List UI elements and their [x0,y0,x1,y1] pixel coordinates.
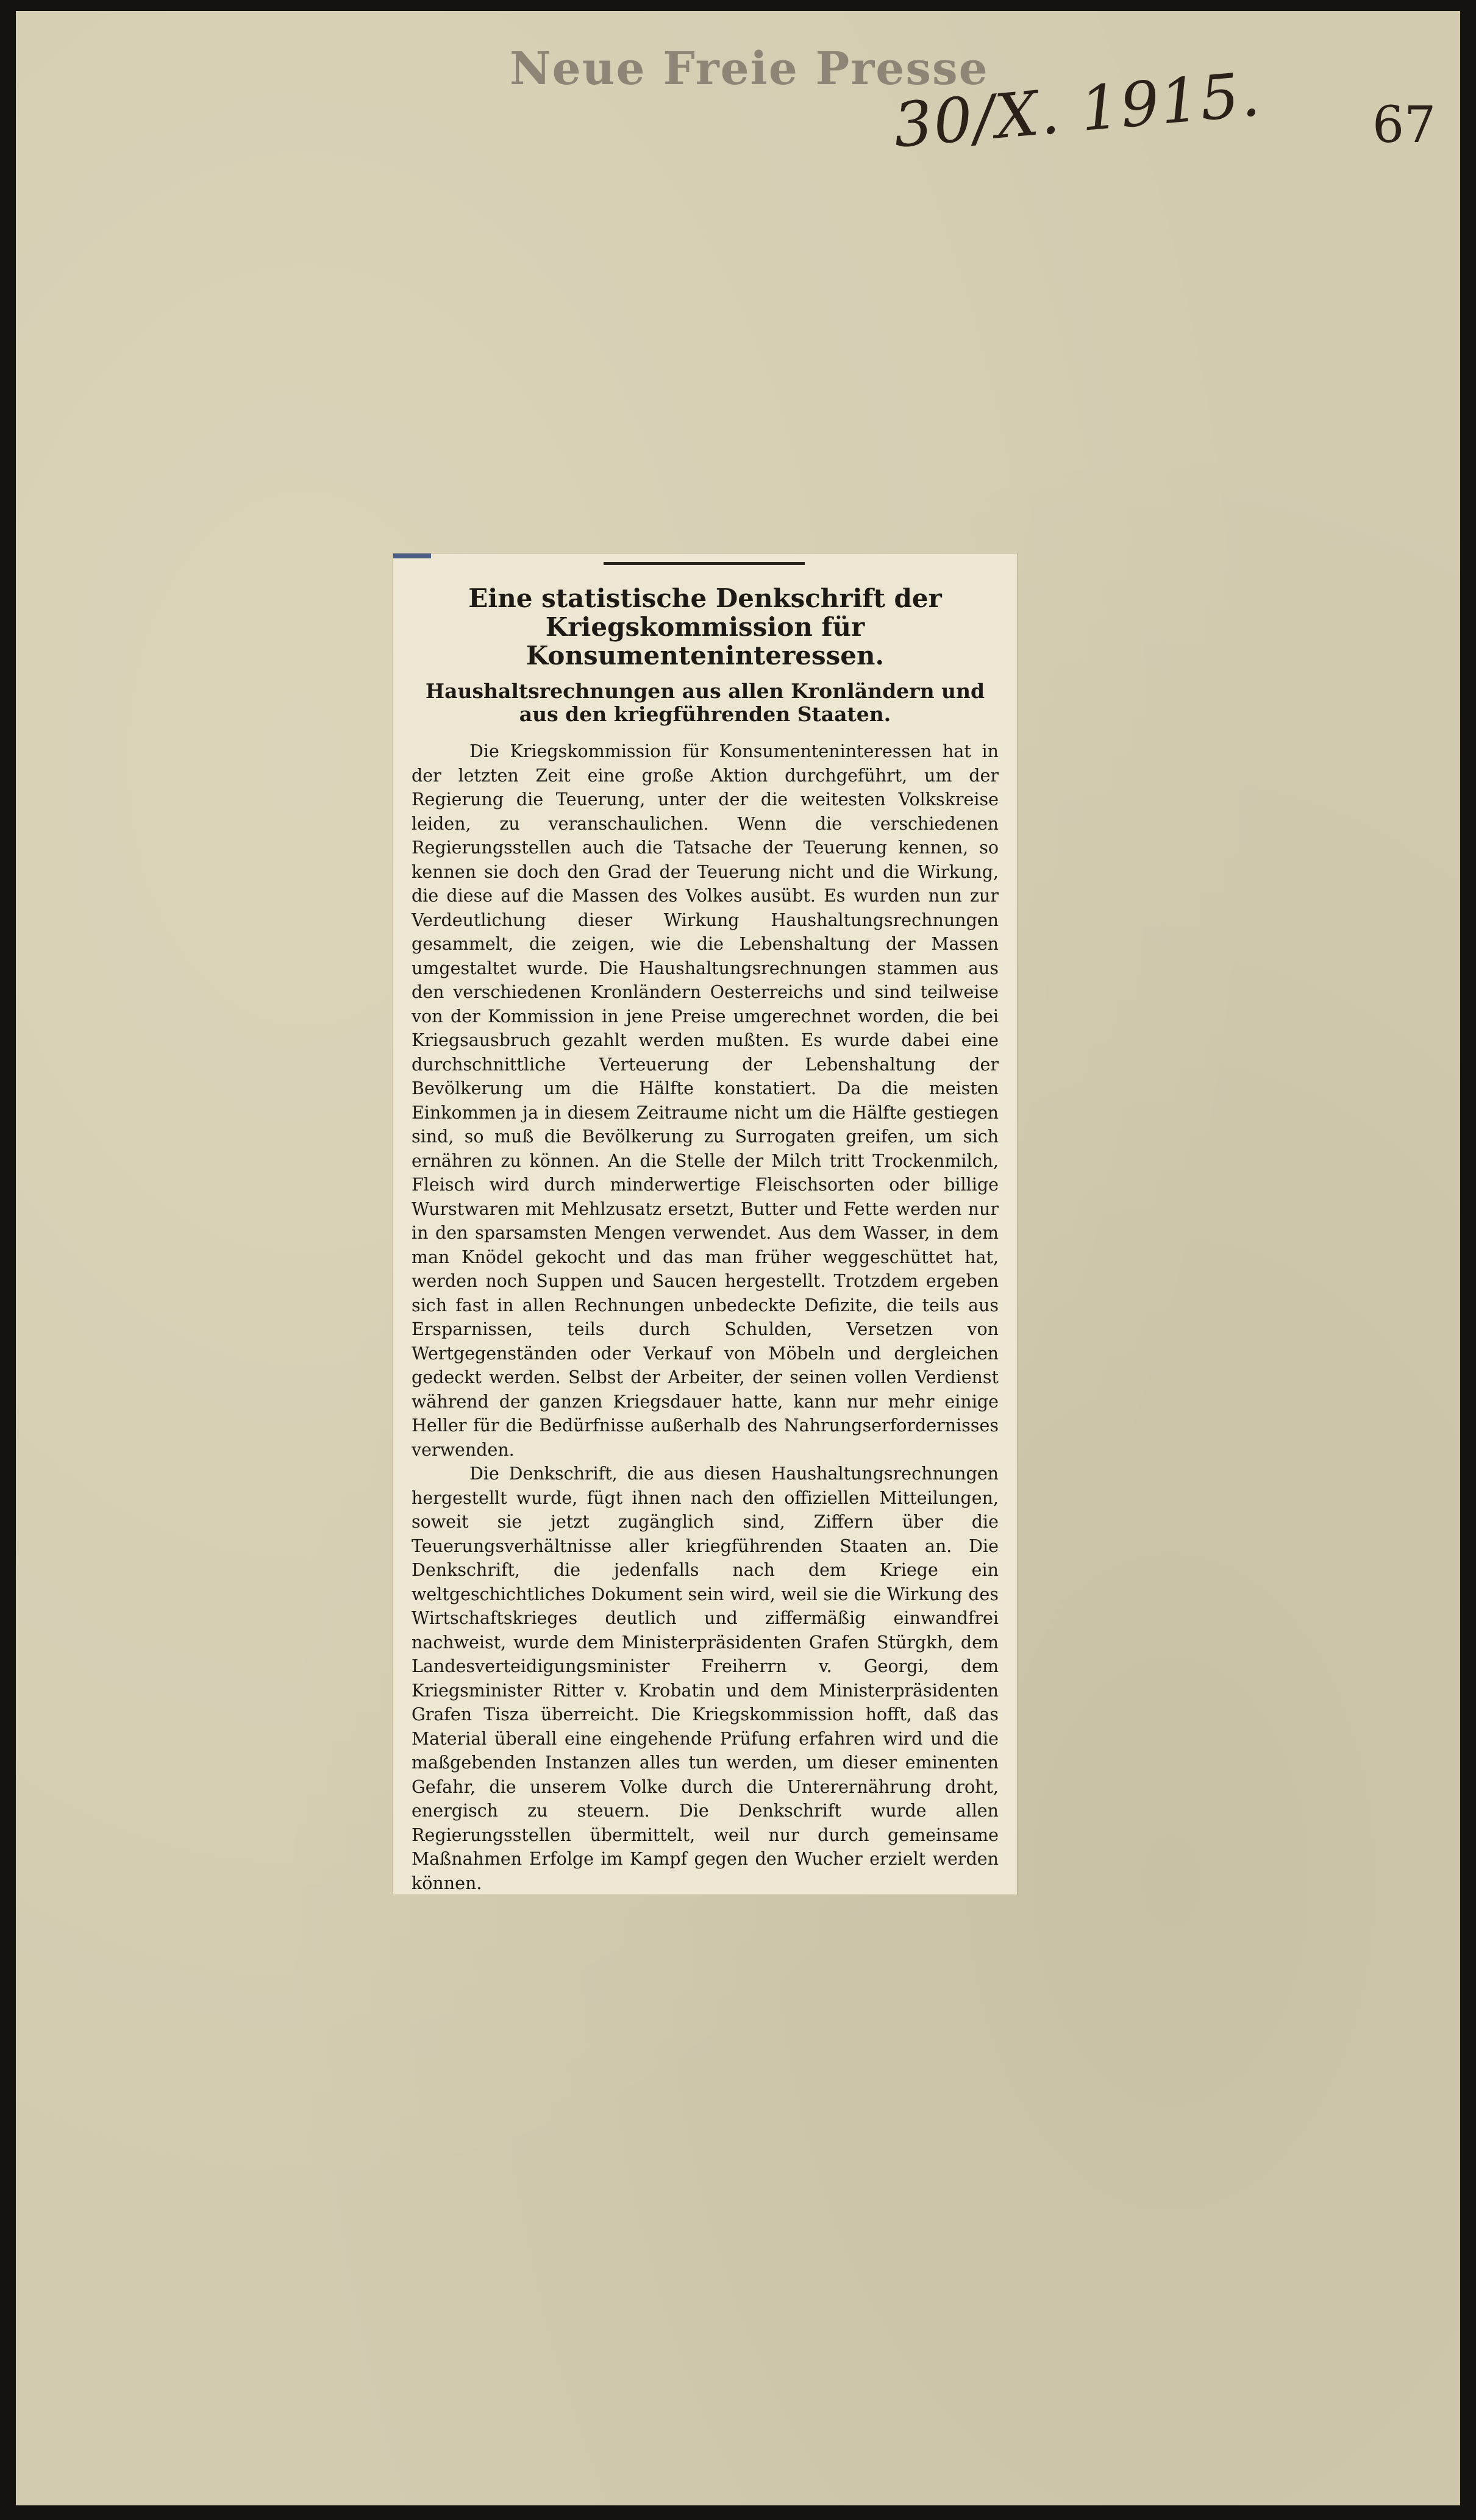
article-paragraph-2: Die Denkschrift, die aus diesen Haushaltungsrechnungen hergestellt wurde, fügt ihnen nach den offiziellen Mitteilungen, soweit sie jetzt zugänglich sind, Ziffern über die Teuerungsverhältnisse aller kriegführenden Staaten an. Die Denkschrift, die jedenfalls nach dem Kriege ein weltgeschichtliches Dokument sein wird, weil sie die Wirkung des Wirtschaftskrieges deutlich und ziffermäßig einwandfrei nachweist, wurde dem Ministerpräsidenten Grafen Stürgkh, dem Landesverteidigungsminister Freiherrn v. Georgi, dem Kriegsminister Ritter v. Krobatin und dem Ministerpräsidenten Grafen Tisza überreicht. Die Kriegskommission hofft, daß das Material überall eine eingehende Prüfung erfahren wird und die maßgebenden Instanzen alles tun werden, um dieser eminenten Gefahr, die unserem Volke durch die Unterernährung droht, energisch zu steuern. Die Denkschrift wurde allen Regierungsstellen übermittelt, weil nur durch gemeinsame Maßnahmen Erfolge im Kampf gegen den Wucher erzielt werden können. [412,1464,999,1893]
article-title: Eine statistische Denkschrift der Kriegskommission für Konsumenteninteressen. [468,583,942,671]
article-subtitle: Haushaltsrechnungen aus allen Kronländern und aus den kriegführenden Staaten. [425,679,985,726]
folio-number: 67 [1372,96,1436,154]
column-rule [604,562,805,565]
blue-pencil-mark [393,553,431,558]
article-paragraph-1: Die Kriegskommission für Konsumenteninteressen hat in der letzten Zeit eine große Aktion durchgeführt, um der Regierung die Teuerung, unter der die weitesten Volkskreise leiden, zu veranschaulichen. Wenn die verschiedenen Regierungsstellen auch die Tatsache der Teuerung kennen, so kennen sie doch den Grad der Teuerung nicht und die Wirkung, die diese auf die Massen des Volkes ausübt. Es wurden nun zur Verdeutlichung dieser Wirkung Haushaltungsrechnungen gesammelt, die zeigen, wie die Lebenshaltung der Massen umgestaltet wurde. Die Haushaltungsrechnungen stammen aus den verschiedenen Kronländern Oesterreichs und sind teilweise von der Kommission in jene Preise umgerechnet worden, die bei Kriegsausbruch gezahlt werden mußten. Es wurde dabei eine durchschnittliche Verteuerung der Lebenshaltung der Bevölkerung um die Hälfte konstatiert. Da die meisten Einkommen ja in diesem Zeitraume nicht um die Hälfte gestiegen sind, so muß die Bevölkerung zu Surrogaten greifen, um sich ernähren zu können. An die Stelle der Milch tritt Trockenmilch, Fleisch wird durch minderwertige Fleischsorten oder billige Wurstwaren mit Mehlzusatz ersetzt, Butter und Fette werden nur in den sparsamsten Mengen verwendet. Aus dem Wasser, in dem man Knödel gekocht und das man früher weggeschüttet hat, werden noch Suppen und Saucen hergestellt. Trotzdem ergeben sich fast in allen Rechnungen unbedeckte Defizite, die teils aus Ersparnissen, teils durch Schulden, Versetzen von Wertgegenständen oder Verkauf von Möbeln und dergleichen gedeckt werden. Selbst der Arbeiter, der seinen vollen Verdienst während der ganzen Kriegsdauer hatte, kann nur mehr einige Heller für die Bedürfnisse außerhalb des Nahrungserfordernisses verwenden. [412,741,999,1460]
newspaper-clipping [393,553,1017,1895]
handwritten-date: 30/X. 1915. [890,58,1264,162]
newspaper-stamp: Neue Freie Presse [510,43,989,95]
